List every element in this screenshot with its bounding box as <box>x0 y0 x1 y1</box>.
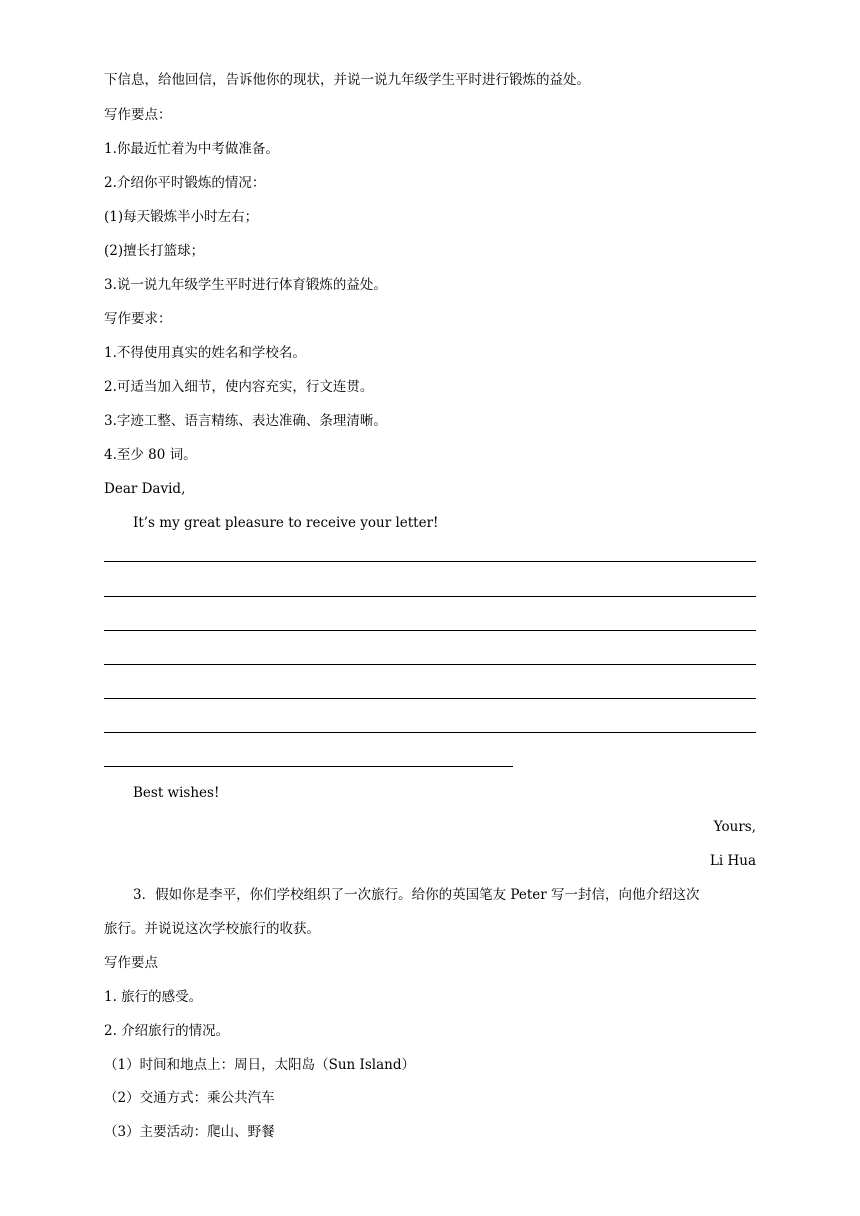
heading-writing-points: 写作要点： <box>104 107 172 123</box>
question-3-line-1: 3．假如你是李平，你们学校组织了一次旅行。给你的英国笔友 Peter 写一封信，向他介绍这次 <box>133 887 700 903</box>
trip-point-2: 2. 介绍旅行的情况。 <box>104 1023 230 1039</box>
letter-yours: Yours, <box>713 819 756 835</box>
answer-line <box>104 596 756 597</box>
trip-sub-2: （2）交通方式：乘公共汽车 <box>104 1090 275 1106</box>
point-2-sub-2: (2)擅长打篮球； <box>104 243 205 259</box>
answer-line <box>104 561 756 562</box>
requirement-1: 1.不得使用真实的姓名和学校名。 <box>104 345 306 361</box>
answer-line <box>104 630 756 631</box>
heading-writing-points-2: 写作要点 <box>104 955 158 971</box>
letter-greeting: Dear David, <box>104 481 186 497</box>
point-1: 1.你最近忙着为中考做准备。 <box>104 141 279 157</box>
point-2: 2.介绍你平时锻炼的情况： <box>104 175 266 191</box>
requirement-3: 3.字迹工整、语言精练、表达准确、条理清晰。 <box>104 413 387 429</box>
letter-signature: Li Hua <box>709 853 756 869</box>
answer-line <box>104 698 756 699</box>
requirement-4: 4.至少 80 词。 <box>104 447 197 463</box>
heading-writing-requirements: 写作要求： <box>104 311 172 327</box>
answer-line <box>104 732 756 733</box>
answer-line <box>104 664 756 665</box>
trip-sub-1: （1）时间和地点上：周日，太阳岛（Sun Island） <box>104 1057 415 1073</box>
letter-closing: Best wishes! <box>133 785 220 801</box>
trip-point-1: 1. 旅行的感受。 <box>104 989 203 1005</box>
point-2-sub-1: (1)每天锻炼半小时左右； <box>104 209 259 225</box>
question-3-line-2: 旅行。并说说这次学校旅行的收获。 <box>104 921 320 937</box>
letter-opening: It’s my great pleasure to receive your letter! <box>133 515 439 531</box>
requirement-2: 2.可适当加入细节，使内容充实，行文连贯。 <box>104 379 374 395</box>
trip-sub-3: （3）主要活动：爬山、野餐 <box>104 1124 275 1140</box>
point-3: 3.说一说九年级学生平时进行体育锻炼的益处。 <box>104 277 387 293</box>
paragraph-intro: 下信息，给他回信，告诉他你的现状，并说一说九年级学生平时进行锻炼的益处。 <box>104 72 590 88</box>
answer-line <box>104 766 513 767</box>
